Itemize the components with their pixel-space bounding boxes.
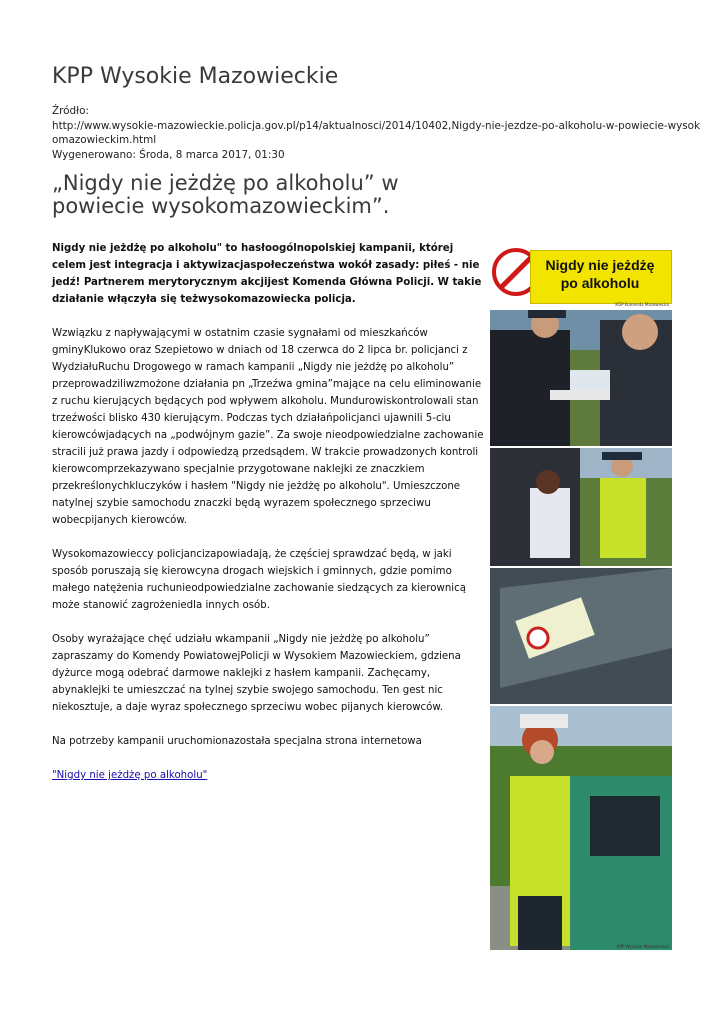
photo-policewoman-car — [490, 706, 672, 950]
image-column — [490, 238, 672, 952]
photo-sticker-window-image — [490, 568, 672, 704]
photo-caption: KPP Wysokie Mazowieckie — [616, 944, 669, 949]
article-body — [52, 240, 484, 801]
article-paragraph: Wysokomazowieccy policjancizapowiadają, że częściej sprawdzać będą, w jaki sposób poruszają się kierowcyna drogach wiejskich i gminnych, gdzie pomimo małego natężenia ruchunieodpowiedzialne zachowanie siedzących za kierownicą może stanowić zagrożeniedla innych osób. — [52, 549, 466, 611]
photo-police-breathalyzer — [490, 310, 672, 446]
photo-policewoman-car-image — [490, 706, 672, 950]
logo-text: Nigdy nie jeżdżę po alkoholu — [545, 257, 655, 291]
campaign-logo — [490, 238, 672, 308]
article-paragraph: Osoby wyrażające chęć udziału wkampanii „Nigdy nie jeżdżę po alkoholu” zapraszamy do Komendy PowiatowejPolicji w Wysokiem Mazowieckiem, gdziena dyżurce mogą odebrać darmowe naklejki z hasłem kampanii. Zachęcamy, abynaklejki te umieszczać na tylnej szybie swojego samochodu. Ten gest nic niekosztuje, a daje wyraz społecznego sprzeciwu wobec pijanych kierowców. — [52, 634, 461, 713]
campaign-link[interactable]: "Nigdy nie jeżdżę po alkoholu" — [52, 770, 208, 781]
article-title: „Nigdy nie jeżdżę po alkoholu” w powiecie wysokomazowieckim”. — [52, 171, 399, 218]
article-lead: Nigdy nie jeżdżę po alkoholu" to hasłoogólnopolskiej kampanii, której celem jest integracja i aktywizacjaspołeczeństwa wokół zasady: piłeś - nie jedź! Partnerem merytorycznym akcjijest Komenda Główna Policji. W takie działanie włączyła się teżwysokomazowiecka policja. — [52, 243, 482, 305]
site-title: KPP Wysokie Mazowieckie — [52, 64, 339, 89]
photo-police-driver-image — [490, 448, 672, 566]
photo-police-driver — [490, 448, 672, 566]
generated-date: Wygenerowano: Środa, 8 marca 2017, 01:30 — [52, 148, 285, 161]
article-paragraph: Wzwiązku z napływającymi w ostatnim czasie sygnałami od mieszkańców gminyKlukowo oraz Szepietowo w dniach od 18 czerwca do 2 lipca br. policjanci z WydziałuRuchu Drogowego w ramach kampanii „Nigdy nie jeżdżę po alkoholu” przeprowadziliwzmożone działania pn „Trzeźwa gmina”mające na celu eliminowanie z ruchu kierujących będących pod wpływem alkoholu. Mundurowiskontrolowali stan trzeźwości blisko 430 kierującym. Podczas tych działańpolicjanci ujawnili 5-ciu kierowcówjadących na „podwójnym gazie”. Za swoje nieodpowiedzialne zachowanie stracili już prawa jazdy i odpowiedzą przedsądem. W trakcie prowadzonych kontroli kierowcomprzekazywano specjalnie przygotowane naklejki ze znaczkiem przekreślonychkluczyków i hasłem "Nigdy nie jeżdżę po alkoholu". Umieszczone natylnej szybie samochodu znaczki będą wyrazem społecznego sprzeciwu wobecpijanych kierowców. — [52, 328, 484, 526]
photo-sticker-window — [490, 568, 672, 704]
photo-police-breathalyzer-image — [490, 310, 672, 446]
source-meta — [52, 104, 701, 162]
source-label: Źródło: — [52, 105, 89, 117]
source-url[interactable]: http://www.wysokie-mazowieckie.policja.gov.pl/p14/aktualnosci/2014/10402,Nigdy-nie-jezdze-po-alkoholu-w-powiecie-wysok — [52, 119, 701, 132]
source-url-cont[interactable]: omazowieckim.html — [52, 134, 157, 147]
logo-caption: KGP Komenda Mazowiecka — [615, 302, 669, 307]
article-paragraph: Na potrzeby kampanii uruchomionazostała specjalna strona internetowa — [52, 736, 422, 747]
